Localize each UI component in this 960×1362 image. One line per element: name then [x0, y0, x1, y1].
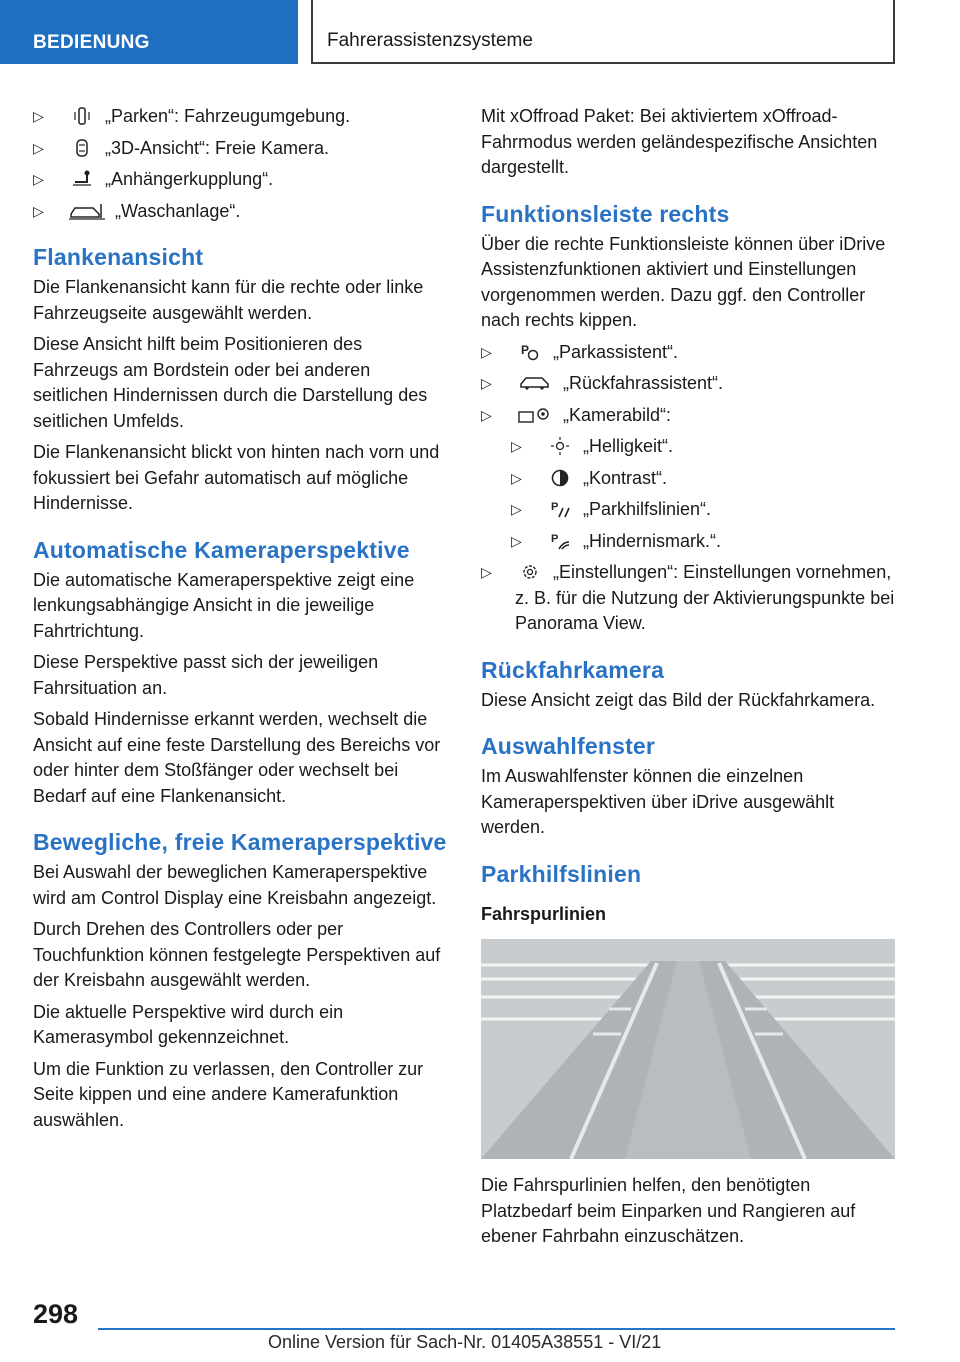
- triangle-bullet-icon: ▷: [511, 532, 522, 549]
- list-item-text: „Waschanlage“.: [115, 200, 241, 221]
- paragraph: Um die Funktion zu verlassen, den Controller zur Seite kippen und eine andere Kamerafunktion auswählen.: [33, 1058, 424, 1130]
- 3d-view-icon: [67, 139, 97, 157]
- heading-rueckfahrkamera: Rückfahrkamera: [481, 656, 665, 683]
- contrast-icon: [545, 469, 575, 487]
- list-item: [481, 371, 897, 397]
- list-item-text: „Rückfahrassistent“.: [563, 373, 724, 393]
- list-item: [33, 136, 449, 162]
- triangle-bullet-icon: ▷: [481, 343, 492, 360]
- footer-text: Online Version für Sach-Nr. 01405A38551 - VI/21: [268, 1332, 662, 1352]
- paragraph: Die Flankenansicht blickt von hinten nach vorn und fokussiert bei Gefahr automatisch auf mögliche Hindernisse.: [33, 442, 440, 513]
- list-item-text: „Parkhilfslinien“.: [583, 499, 712, 519]
- list-item-text: „Helligkeit“.: [583, 436, 674, 456]
- list-item-text: „Kontrast“.: [583, 467, 668, 488]
- triangle-bullet-icon: ▷: [33, 202, 44, 219]
- paragraph: Die automatische Kameraperspektive zeigt eine lenkungsabhängige Ansicht in die jeweilige Fahrtrichtung.: [33, 569, 415, 641]
- subheading-fahrspurlinien: Fahrspurlinien: [481, 903, 607, 924]
- obstacle-marking-icon: [545, 532, 575, 550]
- triangle-bullet-icon: ▷: [481, 406, 492, 423]
- list-item: [33, 199, 449, 225]
- triangle-bullet-icon: ▷: [481, 375, 492, 391]
- list-item: [511, 466, 897, 492]
- left-column: [33, 104, 449, 1139]
- heading-auswahlfenster: Auswahlfenster: [481, 733, 656, 759]
- heading-funktionsleiste: Funktionsleiste rechts: [481, 200, 730, 227]
- triangle-bullet-icon: ▷: [511, 501, 522, 517]
- triangle-bullet-icon: ▷: [33, 171, 44, 187]
- svg-text:P: P: [521, 342, 530, 357]
- heading-automatische-kameraperspektive: Automatische Kameraperspektive: [33, 536, 410, 563]
- triangle-bullet-icon: ▷: [511, 438, 522, 454]
- heading-flankenansicht: Flankenansicht: [33, 244, 204, 270]
- paragraph: Diese Perspektive passt sich der jeweiligen Fahrsituation an.: [33, 652, 379, 698]
- paragraph: Die aktuelle Perspektive wird durch ein Kamerasymbol gekennzeichnet.: [33, 1001, 344, 1047]
- list-item-text: „Parken“: Fahrzeugumgebung.: [105, 106, 351, 126]
- svg-text:P: P: [551, 501, 559, 513]
- list-item-text: „Anhängerkupplung“.: [105, 169, 274, 189]
- footer-divider: [98, 1328, 895, 1330]
- paragraph: Diese Ansicht hilft beim Positionieren des Fahrzeugs am Bordstein oder bei anderen seitlichen Hindernissen durch die Darstellung des seitlichen Umfelds.: [33, 334, 428, 431]
- list-item: [481, 340, 897, 366]
- park-assistant-icon: [515, 343, 545, 361]
- car-wash-icon: [67, 202, 107, 220]
- list-item-text: „3D-Ansicht“: Freie Kamera.: [105, 137, 330, 158]
- paragraph: Über die rechte Funktionsleiste können über iDrive Assistenzfunktionen aktiviert und Einstellungen vorgenommen werden. Dazu ggf. den Controller nach rechts kippen.: [481, 233, 886, 330]
- svg-text:P: P: [551, 532, 559, 545]
- chapter-title: Fahrerassistenzsysteme: [311, 0, 895, 64]
- heading-freie-kameraperspektive: Bewegliche, freie Kameraperspektive: [33, 829, 447, 855]
- paragraph: Durch Drehen des Controllers oder per Touchfunktion können festgelegte Perspektiven auf der Kreisbahn ausgewählt werden.: [33, 919, 441, 990]
- paragraph: Die Fahrspurlinien helfen, den benötigten Platzbedarf beim Einparken und Rangieren auf ebener Fahrbahn einzuschätzen.: [481, 1175, 856, 1246]
- list-item-text: „Hindernismark.“.: [583, 530, 722, 551]
- paragraph: Diese Ansicht zeigt das Bild der Rückfahrkamera.: [481, 689, 876, 710]
- brightness-icon: [545, 437, 575, 455]
- list-item: [481, 560, 897, 637]
- paragraph: Im Auswahlfenster können die einzelnen Kameraperspektiven über iDrive ausgewählt werden.: [481, 766, 835, 837]
- list-item: [33, 104, 449, 130]
- list-item: [511, 529, 897, 555]
- list-item-text: „Einstellungen“: Einstellungen vornehmen, z. B. für die Nutzung der Aktivierungspunkte bei Panorama View.: [515, 562, 895, 633]
- triangle-bullet-icon: ▷: [33, 139, 44, 156]
- right-column: [481, 104, 897, 1256]
- trailer-hitch-icon: [67, 170, 97, 188]
- paragraph: Bei Auswahl der beweglichen Kameraperspektive wird am Control Display eine Kreisbahn angezeigt.: [33, 862, 437, 908]
- list-item-text: „Kamerabild“:: [563, 404, 672, 425]
- triangle-bullet-icon: ▷: [33, 108, 44, 124]
- reversing-assistant-icon: [515, 374, 555, 392]
- list-item: [511, 497, 897, 523]
- page-number: 298: [33, 1299, 79, 1329]
- section-tab: BEDIENUNG: [0, 0, 298, 64]
- heading-parkhilfslinien: Parkhilfslinien: [481, 860, 642, 887]
- gear-icon: [515, 563, 545, 581]
- list-item-text: „Parkassistent“.: [553, 341, 679, 362]
- parking-view-icon: [67, 107, 97, 125]
- triangle-bullet-icon: ▷: [511, 469, 522, 486]
- paragraph: Sobald Hindernisse erkannt werden, wechselt die Ansicht auf eine feste Darstellung des Bereichs vor oder hinter dem Stoßfänger oder wechselt bei Bedarf auf eine Flankenansicht.: [33, 709, 441, 806]
- parking-guide-lines-icon: [545, 500, 575, 518]
- paragraph: Die Flankenansicht kann für die rechte oder linke Fahrzeugseite ausgewählt werden.: [33, 277, 424, 323]
- camera-image-icon: [515, 406, 555, 424]
- list-item: [481, 403, 897, 429]
- list-item: [511, 434, 897, 460]
- triangle-bullet-icon: ▷: [481, 564, 492, 580]
- list-item: [33, 167, 449, 193]
- lane-lines-illustration: [481, 939, 895, 1159]
- paragraph: Mit xOffroad Paket: Bei aktiviertem xOffroad-Fahrmodus werden geländespezifische Ansichten dargestellt.: [481, 106, 878, 177]
